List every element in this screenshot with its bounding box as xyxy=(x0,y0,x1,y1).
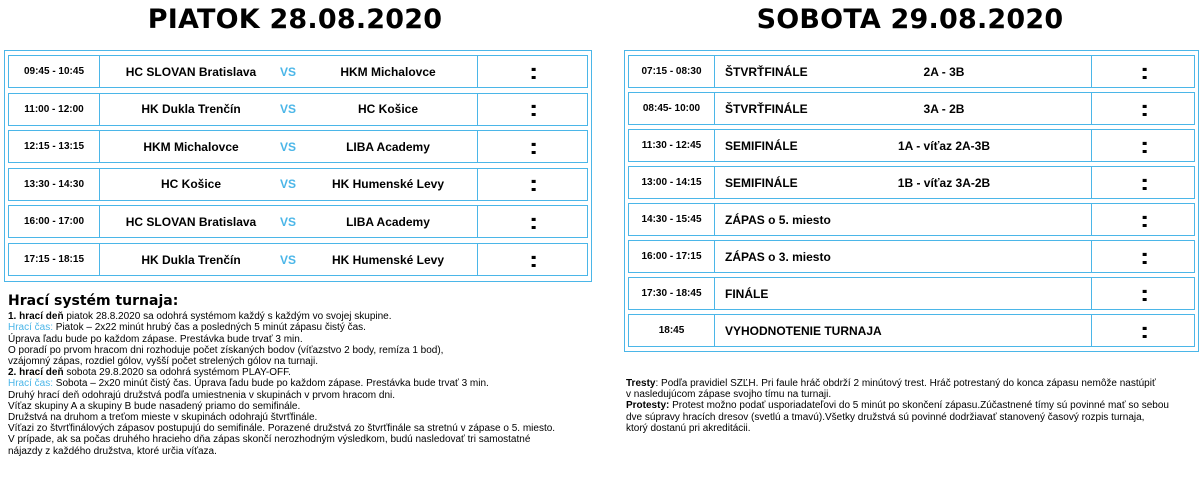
rules-line: Víťaz skupiny A a skupiny B bude nasadený priamo do semifinále. xyxy=(8,400,301,412)
match-row xyxy=(8,130,588,163)
column-divider xyxy=(714,278,715,309)
column-divider xyxy=(477,206,478,237)
score-separator: : xyxy=(1139,243,1150,269)
match-row xyxy=(8,55,588,88)
column-divider xyxy=(477,56,478,87)
home-team: HC SLOVAN Bratislava xyxy=(125,214,257,229)
away-team: LIBA Academy xyxy=(346,214,430,229)
match-time: 13:00 - 14:15 xyxy=(641,177,702,188)
match-stage: ŠTVRŤFINÁLE xyxy=(725,64,808,79)
match-time: 18:45 xyxy=(658,325,685,336)
rules-line xyxy=(8,311,598,322)
match-stage: VYHODNOTENIE TURNAJA xyxy=(725,323,882,338)
score-separator: : xyxy=(529,208,539,234)
match-time: 07:15 - 08:30 xyxy=(641,66,702,77)
column-divider xyxy=(714,93,715,124)
tresty-label: Tresty xyxy=(626,378,656,389)
time2-text: Sobota – 2x20 minút čistý čas. Úprava ľadu bude po každom zápase. Prestávka bude trvať 3 min. xyxy=(53,378,489,390)
penalties-and-protests xyxy=(626,378,1198,434)
friday-title: PIATOK 28.08.2020 xyxy=(147,4,443,35)
match-stage: ZÁPAS o 5. miesto xyxy=(725,212,831,227)
score-separator: : xyxy=(529,171,539,197)
column-divider xyxy=(714,315,715,346)
home-team: HC Košice xyxy=(160,177,222,192)
rules-line: O poradí po prvom hracom dni rozhoduje počet získaných bodov (víťazstvo 2 body, remíza 1 bod), xyxy=(8,344,444,356)
rules-line xyxy=(8,322,598,333)
match-time: 11:30 - 12:45 xyxy=(641,140,702,151)
match-pairing: 2A - 3B xyxy=(923,64,965,79)
protesty-label: Protesty: xyxy=(626,400,670,412)
score-cell xyxy=(479,131,589,162)
protesty-line xyxy=(626,400,1198,411)
match-row xyxy=(628,314,1195,347)
match-pairing xyxy=(859,315,1029,346)
match-time: 16:00 - 17:00 xyxy=(23,216,85,228)
score-cell xyxy=(1093,315,1196,346)
column-divider xyxy=(99,169,100,200)
column-divider xyxy=(714,130,715,161)
column-divider xyxy=(477,169,478,200)
score-cell xyxy=(1093,56,1196,87)
match-time: 17:30 - 18:45 xyxy=(641,288,702,299)
vs-label: VS xyxy=(279,102,296,117)
match-pairing xyxy=(859,278,1029,309)
match-stage: FINÁLE xyxy=(725,286,769,301)
match-row xyxy=(628,129,1195,162)
match-row xyxy=(8,168,588,201)
away-team: HC Košice xyxy=(357,102,419,117)
column-divider xyxy=(477,244,478,275)
saturday-title: SOBOTA 29.08.2020 xyxy=(756,4,1064,35)
friday-schedule-table xyxy=(4,50,592,282)
rules-heading: Hrací systém turnaja: xyxy=(8,293,179,309)
column-divider xyxy=(477,131,478,162)
rules-line: V prípade, ak sa počas druhého hracieho dňa zápas skončí nerozhodným výsledkom, budú nasledovať tri samostatné xyxy=(8,434,531,446)
match-row xyxy=(628,166,1195,199)
vs-label: VS xyxy=(279,139,296,154)
time2-label: Hrací čas: xyxy=(8,378,54,390)
match-pairing xyxy=(859,204,1029,235)
away-team: HKM Michalovce xyxy=(340,64,436,79)
match-row xyxy=(628,277,1195,310)
match-pairing: 3A - 2B xyxy=(923,101,965,116)
match-time: 13:30 - 14:30 xyxy=(23,178,85,190)
match-time: 11:00 - 12:00 xyxy=(24,103,84,115)
score-cell xyxy=(1093,241,1196,272)
score-separator: : xyxy=(1139,95,1150,121)
score-cell xyxy=(479,56,589,87)
score-cell xyxy=(479,244,589,275)
time1-label: Hrací čas: xyxy=(8,322,54,334)
score-separator: : xyxy=(529,96,539,122)
match-pairing: 1B - víťaz 3A-2B xyxy=(897,175,991,190)
column-divider xyxy=(1091,241,1092,272)
score-cell xyxy=(1093,167,1196,198)
match-stage: SEMIFINÁLE xyxy=(725,175,798,190)
column-divider xyxy=(714,56,715,87)
match-time: 09:45 - 10:45 xyxy=(23,66,85,77)
day2-label: 2. hrací deň xyxy=(8,367,64,379)
day1-text: piatok 28.8.2020 sa odohrá systémom každý s každým vo svojej skupine. xyxy=(63,311,392,323)
score-cell xyxy=(1093,278,1196,309)
match-row xyxy=(8,205,588,238)
home-team: HKM Michalovce xyxy=(143,139,239,154)
score-separator: : xyxy=(1139,58,1150,84)
tresty-line: v nasledujúcom zápase svojho tímu na turnaji. xyxy=(626,389,832,401)
match-pairing: 1A - víťaz 2A-3B xyxy=(898,138,990,153)
score-separator: : xyxy=(1139,317,1150,343)
away-team: LIBA Academy xyxy=(346,139,430,154)
rules-line: Druhý hrací deň odohrajú družstvá podľa umiestnenia v skupinách v prvom hracom dni. xyxy=(8,389,396,401)
day2-text: sobota 29.8.2020 sa odohrá systémom PLAY-OFF. xyxy=(63,367,291,379)
column-divider xyxy=(1091,56,1092,87)
match-time: 17:15 - 18:15 xyxy=(23,254,85,265)
time1-text: Piatok – 2x22 minút hrubý čas a posledných 5 minút zápasu čistý čas. xyxy=(53,322,366,334)
rules-line: vzájomný zápas, rozdiel gólov, vyšší počet strelených gólov na turnaji. xyxy=(8,356,318,368)
match-stage: SEMIFINÁLE xyxy=(725,138,798,153)
match-time: 14:30 - 15:45 xyxy=(641,214,702,225)
home-team: HC SLOVAN Bratislava xyxy=(125,64,257,79)
column-divider xyxy=(1091,167,1092,198)
column-divider xyxy=(1091,130,1092,161)
column-divider xyxy=(1091,93,1092,124)
column-divider xyxy=(99,94,100,125)
home-team: HK Dukla Trenčín xyxy=(141,102,241,117)
column-divider xyxy=(99,206,100,237)
away-team: HK Humenské Levy xyxy=(331,252,445,267)
rules-line: Úprava ľadu bude po každom zápase. Prestávka bude trvať 3 min. xyxy=(8,333,303,345)
score-separator: : xyxy=(1139,206,1150,232)
match-time: 12:15 - 13:15 xyxy=(23,141,85,153)
column-divider xyxy=(714,241,715,272)
match-row xyxy=(628,55,1195,88)
column-divider xyxy=(1091,278,1092,309)
column-divider xyxy=(99,244,100,275)
match-stage: ZÁPAS o 3. miesto xyxy=(725,249,831,264)
match-row xyxy=(8,243,588,276)
score-separator: : xyxy=(1139,132,1150,158)
vs-label: VS xyxy=(279,177,296,192)
saturday-schedule-table xyxy=(624,50,1199,352)
score-cell xyxy=(1093,130,1196,161)
score-separator: : xyxy=(529,133,539,159)
score-separator: : xyxy=(529,58,539,84)
match-time: 08:45- 10:00 xyxy=(642,103,701,114)
protesty-line: dve súpravy hracích dresov (svetlú a tmavú).Všetky družstvá sú povinné dodržiavať stanovený časový rozpis turnaja, xyxy=(626,411,1145,423)
score-separator: : xyxy=(1139,280,1150,306)
rules-line xyxy=(8,367,598,378)
column-divider xyxy=(477,94,478,125)
match-row xyxy=(628,92,1195,125)
score-separator: : xyxy=(1139,169,1150,195)
day1-label: 1. hrací deň xyxy=(8,311,64,323)
match-stage: ŠTVRŤFINÁLE xyxy=(725,101,808,116)
score-cell xyxy=(1093,204,1196,235)
home-team: HK Dukla Trenčín xyxy=(141,252,241,267)
match-pairing xyxy=(859,241,1029,272)
column-divider xyxy=(99,131,100,162)
protesty-text: Protest možno podať usporiadateľovi do 5 minút po skončení zápasu.Zúčastnené tímy sú povinné mať so sebou xyxy=(669,400,1169,412)
match-time: 16:00 - 17:15 xyxy=(641,251,702,262)
column-divider xyxy=(714,167,715,198)
rules-line: Družstvá na druhom a treťom mieste v skupinách odohrajú štvrťfinále. xyxy=(8,412,318,424)
tournament-rules xyxy=(8,293,598,457)
vs-label: VS xyxy=(279,252,296,267)
score-cell xyxy=(479,206,589,237)
tresty-text: : Podľa pravidiel SZĽH. Pri faule hráč obdrží 2 minútový trest. Hráč potrestaný do konca zápasu nemôže nastúpiť xyxy=(655,378,1156,389)
match-row xyxy=(8,93,588,126)
rules-line: nájazdy z každého družstva, ktoré určia víťaza. xyxy=(8,445,217,457)
score-cell xyxy=(479,94,589,125)
score-separator: : xyxy=(529,246,539,272)
column-divider xyxy=(1091,315,1092,346)
vs-label: VS xyxy=(279,64,296,79)
match-row xyxy=(628,203,1195,236)
tresty-line xyxy=(626,378,1198,389)
vs-label: VS xyxy=(279,214,296,229)
column-divider xyxy=(1091,204,1092,235)
away-team: HK Humenské Levy xyxy=(331,177,445,192)
score-cell xyxy=(1093,93,1196,124)
score-cell xyxy=(479,169,589,200)
column-divider xyxy=(714,204,715,235)
rules-line: Víťazi zo štvrťfinálových zápasov postupujú do semifinále. Porazené družstvá zo štvrťfinále sa stretnú v zápase o 5. miesto. xyxy=(8,423,556,435)
protesty-line: ktorý dostanú pri akreditácii. xyxy=(626,422,751,434)
match-row xyxy=(628,240,1195,273)
column-divider xyxy=(99,56,100,87)
rules-line xyxy=(8,378,598,389)
